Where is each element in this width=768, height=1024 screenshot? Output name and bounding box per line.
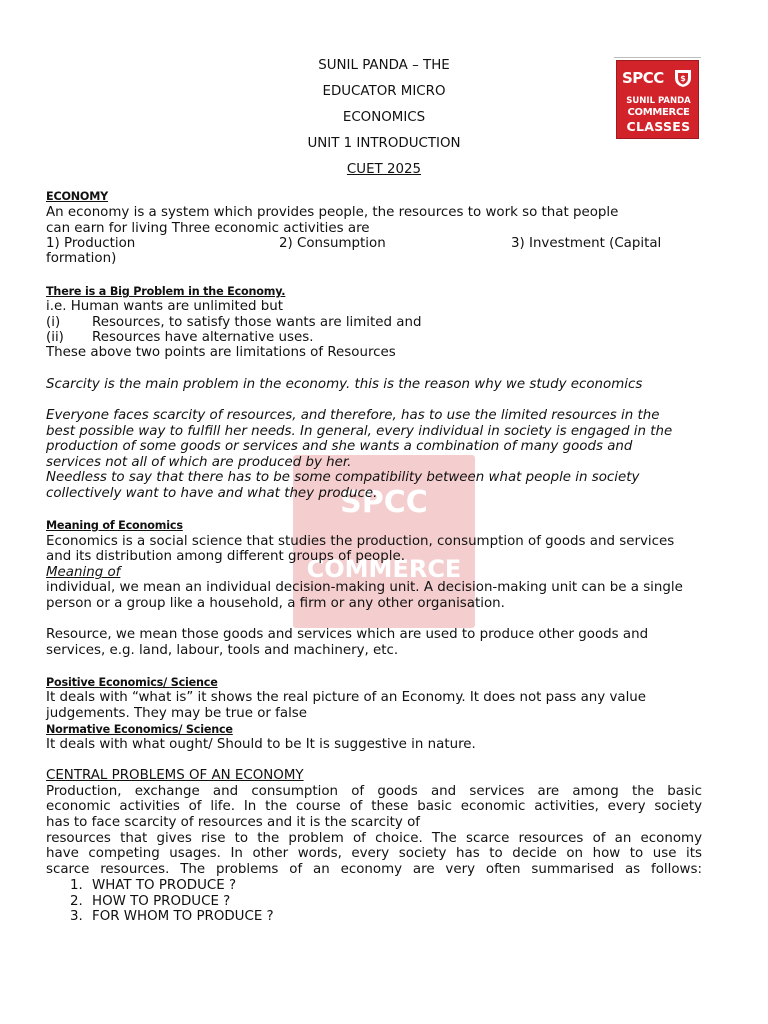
activity-production: 1) Production [46, 236, 136, 251]
list-item [70, 894, 230, 909]
meaning-line-4: person or a group like a household, a firm or any other organisation. [46, 596, 505, 611]
meaning-line-3: individual, we mean an individual decision-making unit. A decision-making unit can be a single [46, 580, 683, 595]
central-line-2: economic activities of life. In the course of these basic economic activities, every society [46, 799, 702, 814]
problem-summary: These above two points are limitations of Resources [46, 345, 396, 360]
exam-title [0, 162, 768, 177]
scarcity-para-2-line-1: Needless to say that there has to be some compatibility between what people in society [46, 470, 640, 485]
problem-item-2: Resources have alternative uses. [92, 330, 314, 345]
scarcity-para-1-line-4: services not all of which are produced by her. [46, 455, 352, 470]
problem-item-1-num: (i) [46, 315, 61, 330]
meaning-line-6: services, e.g. land, labour, tools and machinery, etc. [46, 643, 399, 658]
list-item-text: WHAT TO PRODUCE ? [92, 878, 237, 893]
economy-intro-2: can earn for living Three economic activities are [46, 221, 370, 236]
title-line-3: ECONOMICS [342, 110, 426, 125]
title-line-4: UNIT 1 INTRODUCTION [307, 136, 461, 151]
scarcity-para-1-line-2: best possible way to fulfill her needs. In general, every individual in society is engaged in the [46, 424, 673, 439]
economy-heading: ECONOMY [46, 190, 109, 203]
logo-divider [614, 57, 701, 58]
central-line-5: have competing usages. In other words, every society has to decide on how to use its [46, 846, 702, 861]
problem-item-1: Resources, to satisfy those wants are limited and [92, 315, 422, 330]
scarcity-line: Scarcity is the main problem in the economy. this is the reason why we study economics [46, 377, 643, 392]
meaning-heading: Meaning of Economics [46, 519, 183, 532]
economy-intro-1: An economy is a system which provides people, the resources to work so that people [46, 205, 619, 220]
central-line-4: resources that gives rise to the problem of choice. The scarce resources of an economy [46, 831, 702, 846]
central-line-6: scarce resources. The problems of an economy are very often summarised as follows: [46, 862, 702, 877]
list-item [70, 909, 274, 924]
meaning-subheading: Meaning of [46, 565, 121, 580]
scarcity-para-1-line-3: production of some goods or services and she wants a combination of many goods and [46, 439, 633, 454]
svg-text:$: $ [680, 74, 686, 83]
list-item-number: 3. [70, 909, 83, 924]
title-line-1: SUNIL PANDA – THE [318, 58, 450, 73]
list-item-text: HOW TO PRODUCE ? [92, 894, 231, 909]
central-heading: CENTRAL PROBLEMS OF AN ECONOMY [46, 768, 304, 783]
list-item-number: 1. [70, 878, 83, 893]
watermark-word: COMMERCE [306, 555, 462, 583]
list-item-text: FOR WHOM TO PRODUCE ? [92, 909, 274, 924]
central-line-1: Production, exchange and consumption of goods and services are among the basic [46, 784, 702, 799]
logo-brand: SPCC [622, 69, 664, 87]
problem-line-1: i.e. Human wants are unlimited but [46, 299, 283, 314]
meaning-line-2: and its distribution among different groups of people. [46, 549, 405, 564]
shield-icon [672, 67, 694, 89]
meaning-line-1: Economics is a social science that studies the production, consumption of goods and services [46, 534, 675, 549]
list-item-number: 2. [70, 894, 83, 909]
list-item [70, 878, 236, 893]
scarcity-para-1-line-1: Everyone faces scarcity of resources, and therefore, has to use the limited resources in the [46, 408, 660, 423]
positive-heading: Positive Economics/ Science [46, 676, 218, 689]
normative-heading: Normative Economics/ Science [46, 723, 233, 736]
logo-line-2: COMMERCE [627, 107, 690, 118]
spcc-logo [616, 60, 699, 139]
activity-investment-cont: formation) [46, 251, 117, 266]
title-line-2: EDUCATOR MICRO [322, 84, 446, 99]
exam-title-text: CUET 2025 [346, 162, 422, 177]
scarcity-para-2-line-2: collectively want to have and what they produce. [46, 486, 378, 501]
positive-line-1: It deals with “what is” it shows the real picture of an Economy. It does not pass any value [46, 690, 647, 705]
meaning-line-5: Resource, we mean those goods and services which are used to produce other goods and [46, 627, 649, 642]
normative-line-1: It deals with what ought/ Should to be It is suggestive in nature. [46, 737, 476, 752]
watermark-brand: SPCC [340, 485, 428, 520]
positive-line-2: judgements. They may be true or false [46, 706, 308, 721]
activity-investment: 3) Investment (Capital [511, 236, 662, 251]
central-line-3: has to face scarcity of resources and it is the scarcity of [46, 815, 421, 830]
activity-consumption: 2) Consumption [279, 236, 386, 251]
problem-item-2-num: (ii) [46, 330, 64, 345]
logo-line-3: CLASSES [626, 119, 691, 134]
problem-heading: There is a Big Problem in the Economy. [46, 285, 286, 298]
logo-line-1: SUNIL PANDA [626, 96, 691, 106]
